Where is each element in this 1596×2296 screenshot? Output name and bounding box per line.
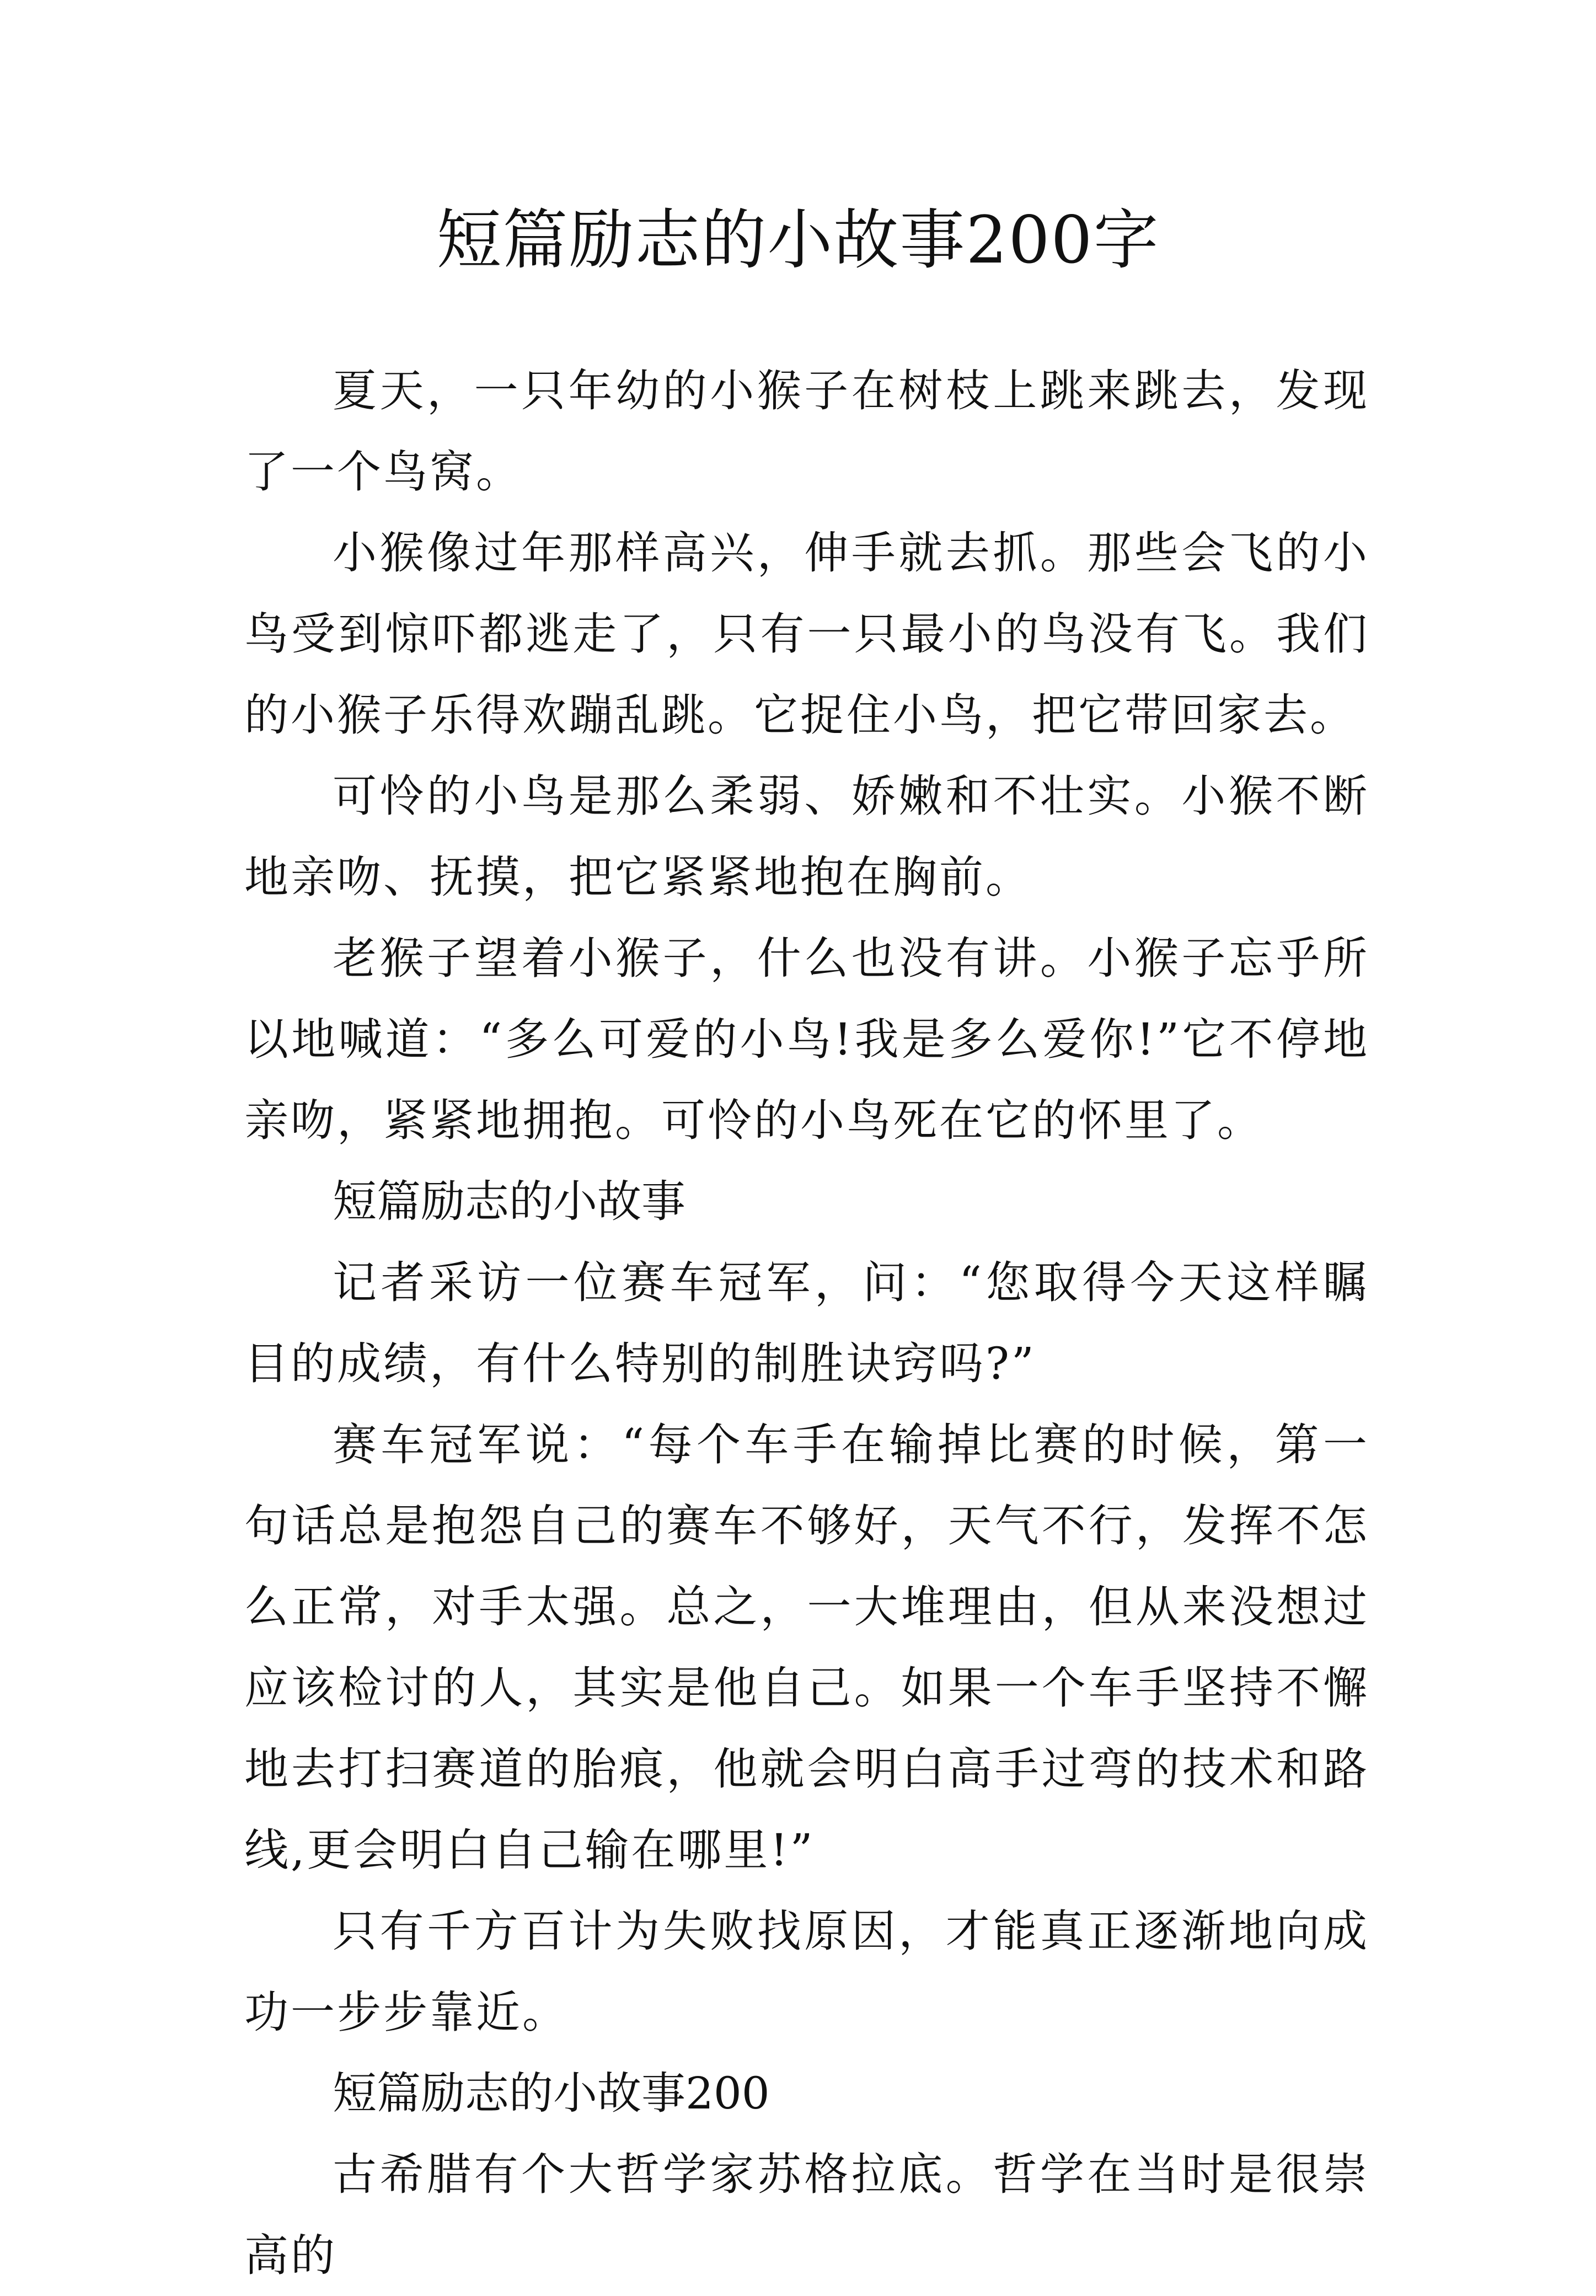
document-body (244, 350, 1369, 2296)
paragraph: 只有千方百计为失败找原因，才能真正逐渐地向成功一步步靠近。 (244, 1906, 1369, 2038)
paragraph: 赛车冠军说：“每个车手在输掉比赛的时候，第一句话总是抱怨自己的赛车不够好，天气不行，发挥不怎么正常，对手太强。总之，一大堆理由，但从来没想过应该检讨的人，其实是他自己。如果一个车手坚持不懈地去打扫赛道的胎痕，他就会明白高手过弯的技术和路线,更会明白自己输在哪里!” (244, 1419, 1369, 1876)
paragraph: 记者采访一位赛车冠军，问：“您取得今天这样瞩目的成绩，有什么特别的制胜诀窍吗?” (244, 1257, 1369, 1389)
section-heading: 短篇励志的小故事200 (333, 2068, 770, 2119)
section-heading: 短篇励志的小故事 (333, 1176, 685, 1227)
paragraph: 夏天，一只年幼的小猴子在树枝上跳来跳去，发现了一个鸟窝。 (244, 365, 1369, 497)
paragraph: 可怜的小鸟是那么柔弱、娇嫩和不壮实。小猴不断地亲吻、抚摸，把它紧紧地抱在胸前。 (244, 770, 1369, 903)
paragraph: 老猴子望着小猴子，什么也没有讲。小猴子忘乎所以地喊道：“多么可爱的小鸟!我是多么爱你!”它不停地亲吻，紧紧地拥抱。可怜的小鸟死在它的怀里了。 (244, 933, 1369, 1146)
paragraph: 古希腊有个大哲学家苏格拉底。哲学在当时是很崇高的 (244, 2149, 1369, 2281)
document-title: 短篇励志的小故事200字 (436, 202, 1160, 278)
paragraph: 小猴像过年那样高兴，伸手就去抓。那些会飞的小鸟受到惊吓都逃走了，只有一只最小的鸟没有飞。我们的小猴子乐得欢蹦乱跳。它捉住小鸟，把它带回家去。 (244, 527, 1369, 741)
